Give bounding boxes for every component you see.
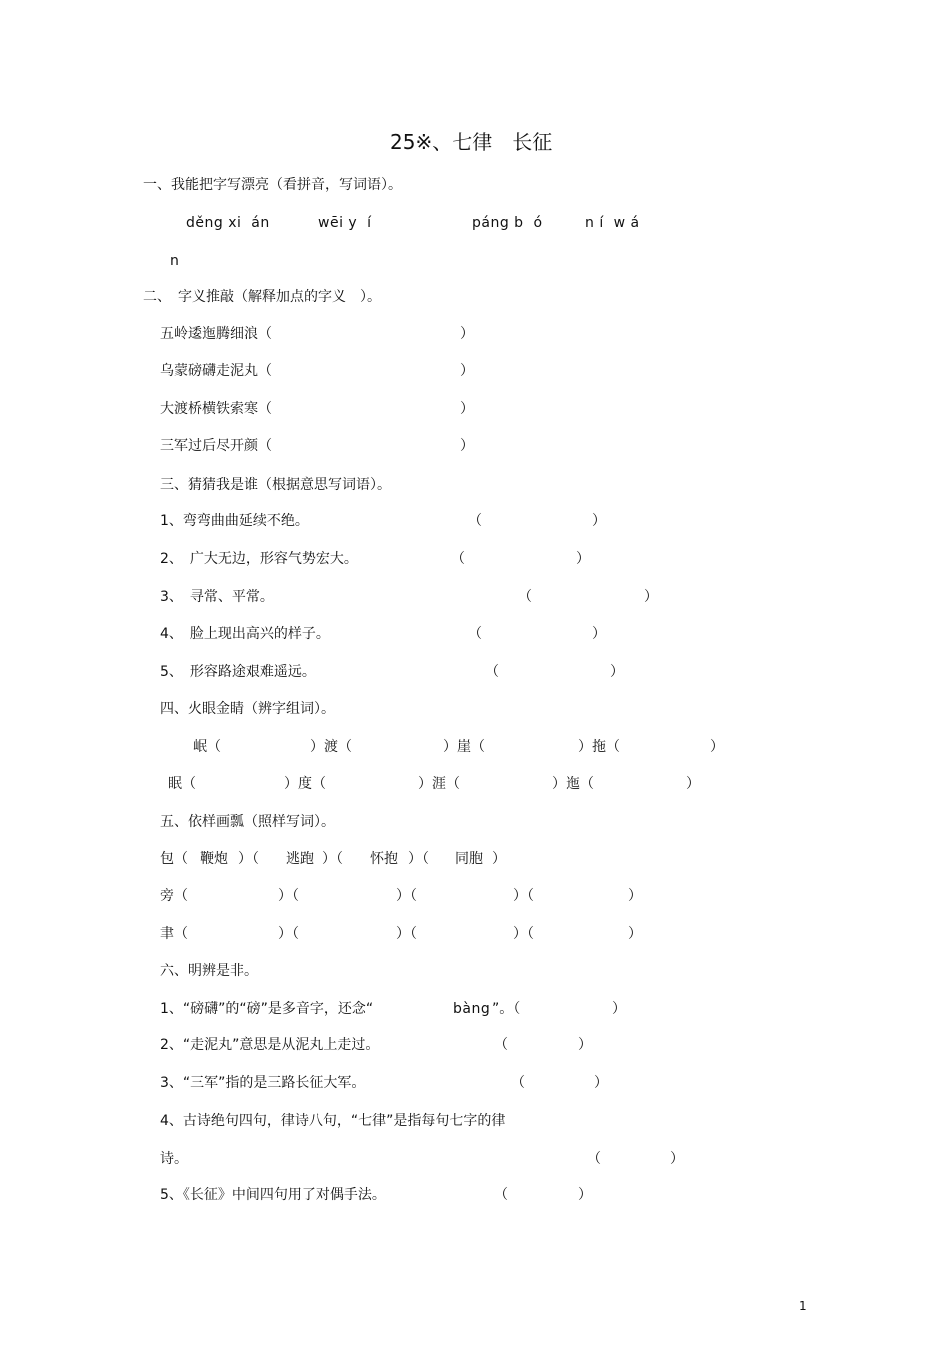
pinyin-3: páng b ó xyxy=(472,215,543,231)
example-word: 怀抱 xyxy=(370,851,398,867)
example-word: 逃跑 xyxy=(286,851,314,867)
pinyin-4: n í w á xyxy=(585,215,640,231)
example-word: 同胞 xyxy=(455,851,483,867)
paren-close: ） xyxy=(578,1187,592,1203)
pinyin-4-wrap: n xyxy=(170,253,180,269)
blank-group: 旁（ xyxy=(160,888,188,904)
page-title: 25※、七律 长征 xyxy=(390,130,553,154)
section-1-heading: 一、我能把字写漂亮（看拼音，写词语）。 xyxy=(143,177,402,193)
example-part: ） xyxy=(492,851,506,867)
guess-item-2: 2、 广大无边，形容气势宏大。 xyxy=(160,551,358,567)
paren-close: ） xyxy=(460,326,474,342)
paren-close: ） xyxy=(594,1075,608,1091)
section-5-heading: 五、依样画瓢（照样写词）。 xyxy=(160,814,335,830)
paren-open: （ xyxy=(485,664,499,680)
paren-open: （ xyxy=(468,626,482,642)
char-group: ） xyxy=(710,739,724,755)
guess-item-1: 1、弯弯曲曲延续不绝。 xyxy=(160,513,309,529)
paren-close: ） xyxy=(592,626,606,642)
judge-item-1-tail: ”。（ xyxy=(492,1001,521,1017)
guess-item-3: 3、 寻常、平常。 xyxy=(160,589,274,605)
paren-open: （ xyxy=(518,589,532,605)
page-number: 1 xyxy=(799,1299,807,1313)
paren-open: （ xyxy=(494,1187,508,1203)
paren-close: ） xyxy=(592,513,606,529)
section-6-heading: 六、明辨是非。 xyxy=(160,963,258,979)
char-group: ）度（ xyxy=(284,776,326,792)
judge-item-5: 5、《长征》中间四句用了对偶手法。 xyxy=(160,1187,386,1203)
char-group: ） xyxy=(686,776,700,792)
paren-open: （ xyxy=(451,551,465,567)
section-3-heading: 三、猜猜我是谁（根据意思写词语）。 xyxy=(160,477,391,493)
poem-line-4: 三军过后尽开颜（ xyxy=(160,438,272,454)
poem-line-1: 五岭逶迤腾细浪（ xyxy=(160,326,272,342)
judge-item-3: 3、“三军”指的是三路长征大军。 xyxy=(160,1075,366,1091)
char-group: ）拖（ xyxy=(578,739,620,755)
paren-open: （ xyxy=(468,513,482,529)
blank-group: ）（ xyxy=(278,888,299,904)
section-2-heading: 二、 字义推敲（解释加点的字义 ）。 xyxy=(143,289,381,305)
judge-item-1: 1、“磅礴”的“磅”是多音字，还念“ xyxy=(160,1001,374,1017)
char-group: ）渡（ xyxy=(310,739,352,755)
poem-line-2: 乌蒙磅礴走泥丸（ xyxy=(160,363,272,379)
paren-close: ） xyxy=(576,551,590,567)
paren-close: ） xyxy=(460,438,474,454)
char-group: ）迤（ xyxy=(552,776,594,792)
blank-group: ）（ xyxy=(513,926,534,942)
char-group: ）崖（ xyxy=(443,739,485,755)
paren-open: （ xyxy=(511,1075,525,1091)
paren-close: ） xyxy=(610,664,624,680)
blank-group: ）（ xyxy=(396,926,417,942)
section-4-heading: 四、火眼金睛（辨字组词）。 xyxy=(160,701,335,717)
judge-item-4-cont: 诗。 xyxy=(160,1151,188,1167)
char-group: 眠（ xyxy=(168,776,196,792)
paren-close: ） xyxy=(670,1151,684,1167)
example-word: 鞭炮 xyxy=(200,851,228,867)
pinyin-1: děng xi án xyxy=(186,215,270,231)
blank-group: ） xyxy=(628,926,642,942)
example-part: 包（ xyxy=(160,851,188,867)
paren-close: ） xyxy=(460,401,474,417)
paren-open: （ xyxy=(587,1151,601,1167)
blank-group: ） xyxy=(628,888,642,904)
paren-close: ） xyxy=(644,589,658,605)
paren-close: ） xyxy=(460,363,474,379)
example-part: ）（ xyxy=(238,851,259,867)
pinyin-bang: bàng xyxy=(453,1001,491,1017)
blank-group: ）（ xyxy=(396,888,417,904)
blank-group: 聿（ xyxy=(160,926,188,942)
blank-group: ）（ xyxy=(278,926,299,942)
example-part: ）（ xyxy=(322,851,343,867)
judge-item-4: 4、古诗绝句四句，律诗八句，“七律”是指每句七字的律 xyxy=(160,1113,506,1129)
guess-item-5: 5、 形容路途艰难遥远。 xyxy=(160,664,316,680)
char-group: 岷（ xyxy=(193,739,221,755)
char-group: ）涯（ xyxy=(418,776,460,792)
poem-line-3: 大渡桥横铁索寒（ xyxy=(160,401,272,417)
judge-item-2: 2、“走泥丸”意思是从泥丸上走过。 xyxy=(160,1037,380,1053)
blank-group: ）（ xyxy=(513,888,534,904)
paren-open: （ xyxy=(494,1037,508,1053)
paren-close: ） xyxy=(612,1001,626,1017)
pinyin-2: wēi y í xyxy=(318,215,372,231)
guess-item-4: 4、 脸上现出高兴的样子。 xyxy=(160,626,330,642)
paren-close: ） xyxy=(578,1037,592,1053)
example-part: ）（ xyxy=(408,851,429,867)
